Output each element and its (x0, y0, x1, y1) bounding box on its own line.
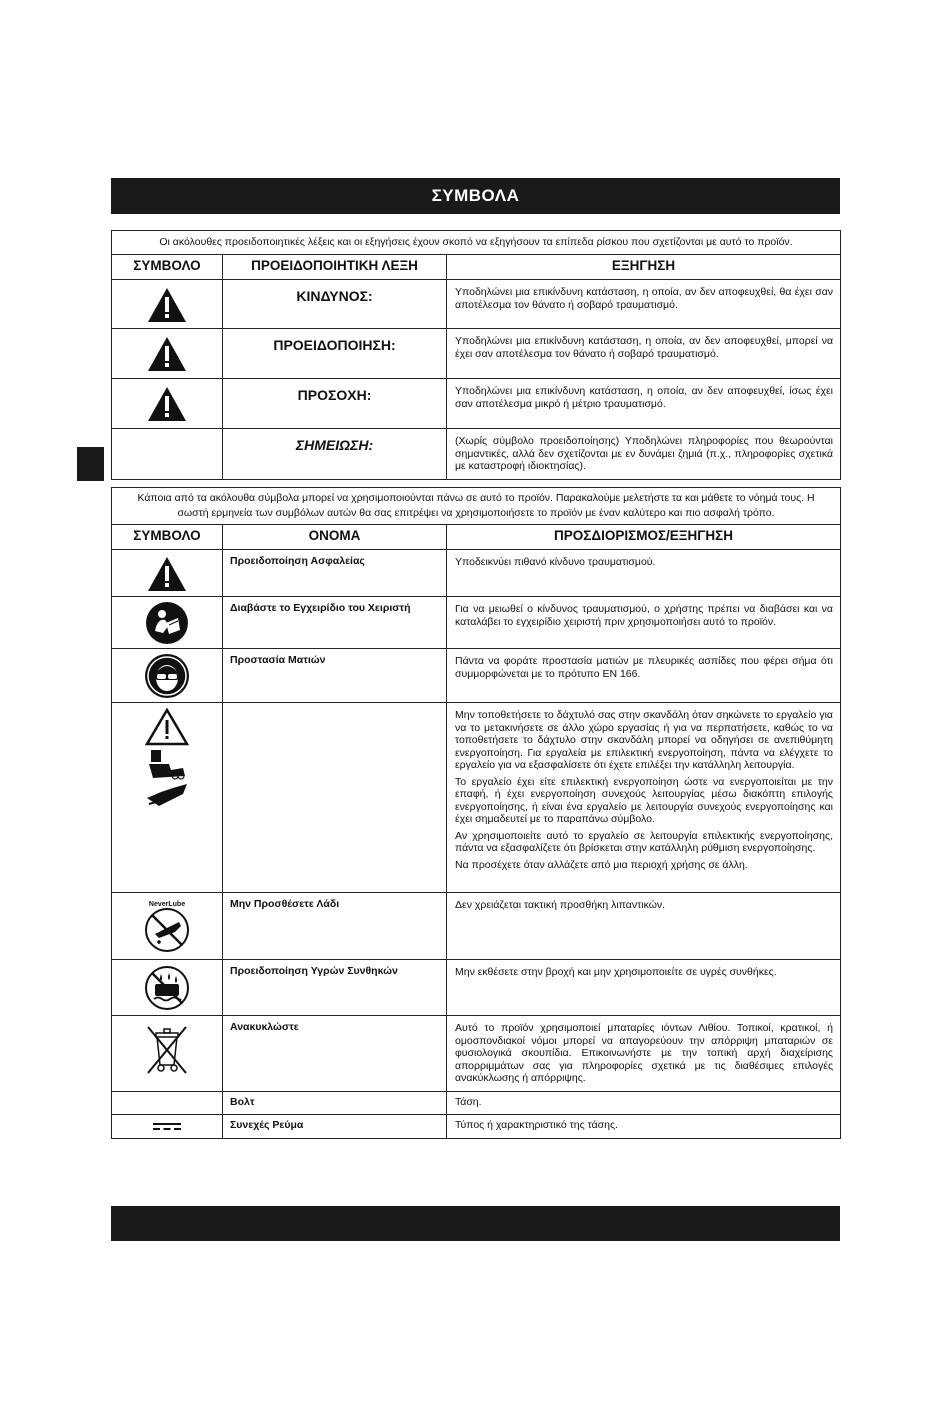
empty-symbol-cell (112, 1091, 223, 1115)
symbol-definition: Πάντα να φοράτε προστασία ματιών με πλευρικές ασπίδες που φέρει σήμα ότι συμμορφώνεται με το πρότυπο EN 166. (447, 649, 841, 703)
symbol-name: Μην Προσθέσετε Λάδι (223, 893, 447, 960)
column-header-definition: ΠΡΟΣΔΙΟΡΙΣΜΟΣ/ΕΞΗΓΗΣΗ (447, 525, 841, 550)
symbol-row-wet-conditions (112, 960, 841, 1016)
signal-words-header-row (112, 255, 841, 280)
warning-triangle-icon (147, 386, 187, 422)
signal-word-row-notice (112, 429, 841, 480)
signal-words-table (111, 230, 841, 480)
symbols-header-row (112, 525, 841, 550)
symbol-definition: Τάση. (447, 1091, 841, 1115)
eye-protection-icon (144, 653, 190, 699)
read-manual-icon (145, 601, 189, 645)
symbol-name: Συνεχές Ρεύμα (223, 1115, 447, 1139)
signal-word-explanation: Υποδηλώνει μια επικίνδυνη κατάσταση, η οποία, αν δεν αποφευχθεί, μπορεί να έχει σαν αποτέλεσμα τον θάνατο ή σοβαρό τραυματισμό. (447, 329, 841, 379)
symbol-definition: Μην εκθέσετε στην βροχή και μην χρησιμοποιείτε σε υγρές συνθήκες. (447, 960, 841, 1016)
symbol-row-no-oil (112, 893, 841, 960)
signal-word: ΣΗΜΕΙΩΣΗ: (223, 429, 447, 480)
symbol-definition: Τύπος ή χαρακτηριστικό της τάσης. (447, 1115, 841, 1139)
symbol-name: Ανακυκλώστε (223, 1016, 447, 1092)
page-title: ΣΥΜΒΟΛΑ (431, 186, 520, 205)
signal-word-row-caution (112, 379, 841, 429)
signal-word: ΠΡΟΕΙΔΟΠΟΙΗΣΗ: (223, 329, 447, 379)
symbol-definition: Αυτό το προϊόν χρησιμοποιεί μπαταρίες ιόντων Λιθίου. Τοπικοί, κρατικοί, ή ομοσπονδιακοί νόμοι μπορεί να απαγορεύουν την απόρριψη μπαταριών σε φυσιολογικά σκουπίδια. Επικοινωνήστε με την τοπική αρχή διαχείρισης απορριμμάτων σας για πληροφορίες σχετικά με τις διαθέσιμες επιλογές ανακύκλωσης ή απόρριψης. (447, 1016, 841, 1092)
signal-word-row-danger (112, 280, 841, 329)
signal-word-explanation: Υποδηλώνει μια επικίνδυνη κατάσταση, η οποία, αν δεν αποφευχθεί, ίσως έχει σαν αποτέλεσμα μικρό ή μέτριο τραυματισμό. (447, 379, 841, 429)
direct-current-icon (152, 1120, 182, 1134)
page-title-bar (111, 178, 840, 214)
symbol-name: Βολτ (223, 1091, 447, 1115)
symbol-row-trigger-warning (112, 703, 841, 893)
symbol-definition: Δεν χρειάζεται τακτική προσθήκη λιπαντικών. (447, 893, 841, 960)
symbol-name: Διαβάστε το Εγχειρίδιο του Χειριστή (223, 597, 447, 649)
symbol-row-safety-alert (112, 550, 841, 597)
column-header-symbol: ΣΥΜΒΟΛΟ (112, 525, 223, 550)
footer-bar (111, 1206, 840, 1241)
symbol-definition: Υποδεικνύει πιθανό κίνδυνο τραυματισμού. (447, 550, 841, 597)
symbol-name: Προστασία Ματιών (223, 649, 447, 703)
signal-words-intro: Οι ακόλουθες προειδοποιητικές λέξεις και οι εξηγήσεις έχουν σκοπό να εξηγήσουν τα επίπεδα ρίσκου που σχετίζονται με αυτό το προϊόν. (112, 231, 841, 255)
symbol-row-recycle (112, 1016, 841, 1092)
symbol-row-eye-protection (112, 649, 841, 703)
symbol-row-volt (112, 1091, 841, 1115)
signal-word: ΚΙΝΔΥΝΟΣ: (223, 280, 447, 329)
section-tab-marker (77, 447, 104, 481)
empty-symbol-cell (112, 429, 223, 480)
no-oil-icon (141, 896, 193, 956)
symbol-row-read-manual (112, 597, 841, 649)
warning-triangle-icon (147, 556, 187, 592)
signal-word-explanation: Υποδηλώνει μια επικίνδυνη κατάσταση, η οποία, αν δεν αποφευχθεί, θα έχει σαν αποτέλεσμα τον θάνατο ή σοβαρό τραυματισμό. (447, 280, 841, 329)
column-header-explanation: ΕΞΗΓΗΣΗ (447, 255, 841, 280)
column-header-signal-word: ΠΡΟΕΙΔΟΠΟΙΗΤΙΚΗ ΛΕΞΗ (223, 255, 447, 280)
column-header-name: ΟΝΟΜΑ (223, 525, 447, 550)
symbol-definition: Μην τοποθετήσετε το δάχτυλό σας στην σκανδάλη όταν σηκώνετε το εργαλείο για να το μετακινήσετε σε άλλο χώρο εργασίας ή για να περπατήσετε, καθώς το να τοποθετήσετε το δάχτυλο στην σκανδάλη μπορεί να οδηγήσει σε ανεπιθύμητη ενεργοποίηση. Για εργαλεία με επιλεκτική ενεργοποίηση, πάντα να ελέγχετε το εργαλείο για να εξασφαλίσετε ότι έχετε επιλέξει την κατάλληλη λειτουργία. Το εργαλείο έχει είτε επιλεκτική ενεργοποίηση ώστε να ενεργοποιείται με την επαφή, ή έχει ενεργοποίηση συνεχούς λειτουργίας μέσω διακόπτη επιλογής ενεργοποίησης, ή είναι ένα εργαλείο με λειτουργία συνεχούς ενεργοποίησης και έχει σημαδευτεί με το παραπάνω σύμβολο. Αν χρησιμοποιείτε αυτό το εργαλείο σε λειτουργία επιλεκτικής ενεργοποίησης, πάντα να εξασφαλίζετε ότι βρίσκεται στην κατάλληλη ρύθμιση ενεργοποίησης. Να προσέχετε όταν αλλάζετε από μια περιοχή χρήσης σε άλλη. (447, 703, 841, 893)
warning-triangle-icon (147, 287, 187, 323)
warning-triangle-icon (147, 336, 187, 372)
recycle-bin-icon (142, 1021, 192, 1077)
symbol-name: Προειδοποίηση Υγρών Συνθηκών (223, 960, 447, 1016)
wet-conditions-icon (144, 965, 190, 1011)
svg-text:NeverLube: NeverLube (148, 901, 186, 908)
symbol-row-direct-current (112, 1115, 841, 1139)
symbol-name-empty (223, 703, 447, 893)
signal-word-row-warning (112, 329, 841, 379)
symbol-definition: Για να μειωθεί ο κίνδυνος τραυματισμού, ο χρήστης πρέπει να διαβάσει και να καταλάβει το εγχειρίδιο χειριστή πριν χρησιμοποιήσει αυτό το προϊόν. (447, 597, 841, 649)
symbol-name: Προειδοποίηση Ασφαλείας (223, 550, 447, 597)
symbols-table (111, 487, 841, 1139)
symbols-intro: Κάποια από τα ακόλουθα σύμβολα μπορεί να χρησιμοποιούνται πάνω σε αυτό το προϊόν. Παρακαλούμε μελετήστε τα και μάθετε το νόημά τους. Η σωστή ερμηνεία των συμβόλων αυτών θα σας επιτρέψει να χρησιμοποιήσετε το προϊόν με έναν καλύτερο και πιο ασφαλή τρόπο. (112, 488, 841, 525)
signal-word: ΠΡΟΣΟΧΗ: (223, 379, 447, 429)
trigger-warning-icon (143, 708, 191, 814)
column-header-symbol: ΣΥΜΒΟΛΟ (112, 255, 223, 280)
signal-word-explanation: (Χωρίς σύμβολο προειδοποίησης) Υποδηλώνει πληροφορίες που θεωρούνται σημαντικές, αλλά δεν σχετίζονται με εν δυνάμει ζημιά (π.χ., πληροφορίες σχετικά με καταστροφή ιδιοκτησίας). (447, 429, 841, 480)
